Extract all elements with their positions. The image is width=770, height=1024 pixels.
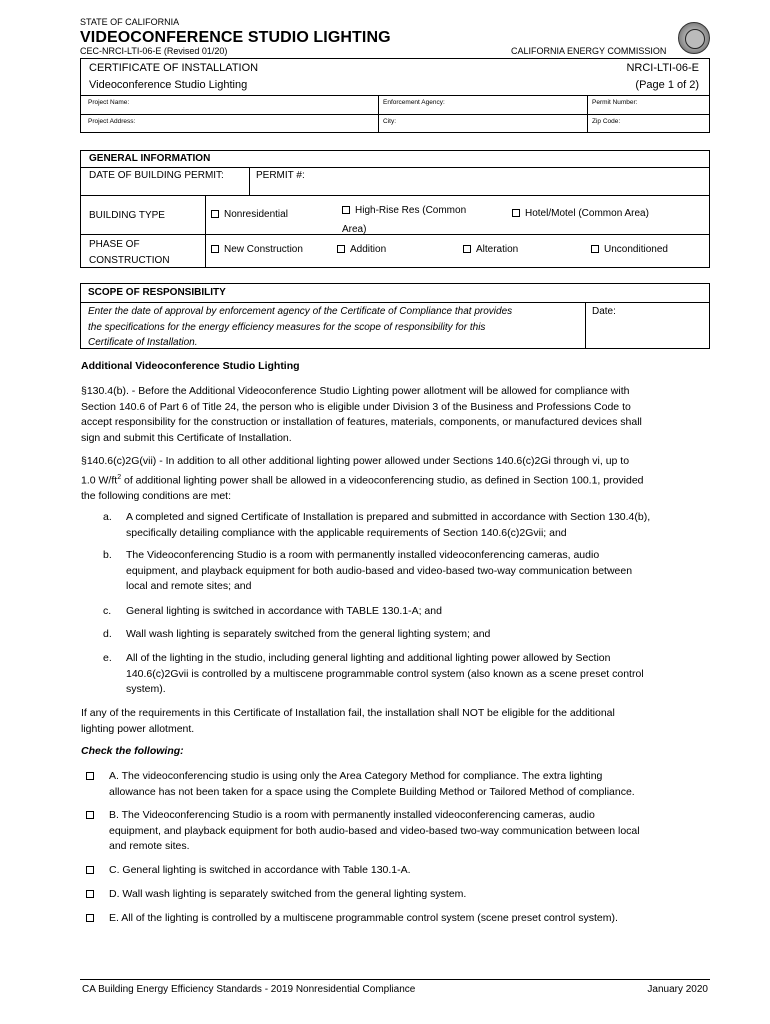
high-rise-label-2: Area): [342, 224, 367, 235]
nonresidential-label: Nonresidential: [224, 209, 288, 220]
date-of-permit-label: DATE OF BUILDING PERMIT:: [89, 170, 224, 181]
phase-addition[interactable]: [337, 244, 386, 255]
alteration-label: Alteration: [476, 244, 519, 255]
checkbox-icon[interactable]: [512, 209, 520, 217]
checkbox-icon[interactable]: [463, 245, 471, 253]
phase-alteration[interactable]: [463, 244, 518, 255]
checkbox-icon[interactable]: [86, 866, 94, 874]
building-type-nonresidential[interactable]: [211, 209, 288, 220]
checkbox-icon[interactable]: [86, 914, 94, 922]
checkbox-icon[interactable]: [211, 245, 219, 253]
checkbox-icon[interactable]: [86, 890, 94, 898]
footer-rule: [80, 979, 710, 980]
agency-name: CALIFORNIA ENERGY COMMISSION: [511, 46, 667, 56]
scope-heading: SCOPE OF RESPONSIBILITY: [88, 287, 226, 298]
phase-new-construction[interactable]: [211, 244, 303, 255]
scope-date-field[interactable]: Date:: [592, 306, 616, 317]
section-heading: Additional Videoconference Studio Lighting: [81, 360, 300, 372]
certificate-header-box: [80, 58, 710, 133]
phase-of-construction-label: PHASE OF CONSTRUCTION: [89, 239, 170, 266]
form-id: CEC-NRCI-LTI-06-E (Revised 01/20): [80, 46, 228, 56]
project-name-field[interactable]: Project Name:: [88, 99, 130, 106]
phase-unconditioned[interactable]: [591, 244, 668, 255]
checkbox-icon[interactable]: [86, 811, 94, 819]
footer-standards: CA Building Energy Efficiency Standards - 2019 Nonresidential Compliance: [82, 984, 416, 995]
scope-of-responsibility-box: [80, 283, 710, 349]
paragraph-140-6: §140.6(c)2G(vii) - In addition to all other additional lighting power allowed under Sections 140.6(c)2Gi through vi, up to 1.0 $W/ft^2$ of additional lighting power shall be allowed in a videoconferencing studio, as defined in Section 100.1, provided the following conditions are met:: [81, 455, 644, 502]
seal-icon: [678, 22, 710, 54]
checkbox-icon[interactable]: [86, 772, 94, 780]
new-construction-label: New Construction: [224, 244, 303, 255]
check-following-heading: Check the following:: [81, 745, 184, 757]
building-type-hotel[interactable]: [512, 208, 649, 219]
paragraph-fail-notice: If any of the requirements in this Certificate of Installation fail, the installation shall NOT be eligible for the additional lighting power allotment.: [81, 707, 615, 735]
project-address-field[interactable]: Project Address:: [88, 118, 136, 125]
general-information-box: [80, 150, 710, 268]
checkbox-icon[interactable]: [591, 245, 599, 253]
scope-instructions: Enter the date of approval by enforcement agency of the Certificate of Compliance that provides the specifications for the energy efficiency measures for the scope of responsibility for this Certificate of Installation.: [88, 306, 513, 348]
checkbox-icon[interactable]: [337, 245, 345, 253]
state-label: STATE OF CALIFORNIA: [80, 17, 180, 27]
checkbox-icon[interactable]: [211, 210, 219, 218]
enforcement-agency-field[interactable]: Enforcement Agency:: [383, 99, 445, 106]
footer-date: January 2020: [647, 984, 708, 995]
high-rise-label: High-Rise Res (Common: [355, 205, 467, 216]
general-information-heading: GENERAL INFORMATION: [89, 153, 211, 164]
checkbox-icon[interactable]: [342, 206, 350, 214]
permit-number-field[interactable]: Permit Number:: [592, 99, 638, 106]
permit-number-label[interactable]: PERMIT #:: [256, 170, 305, 181]
addition-label: Addition: [350, 244, 387, 255]
certificate-subtitle: Videoconference Studio Lighting: [89, 79, 248, 91]
certificate-code: NRCI-LTI-06-E: [626, 62, 699, 74]
unconditioned-label: Unconditioned: [604, 244, 668, 255]
hotel-label: Hotel/Motel (Common Area): [525, 208, 649, 219]
certificate-title: CERTIFICATE OF INSTALLATION: [89, 62, 259, 74]
building-type-label: BUILDING TYPE: [89, 210, 165, 221]
form-title: VIDEOCONFERENCE STUDIO LIGHTING: [80, 29, 391, 46]
page-number: (Page 1 of 2): [635, 79, 699, 91]
city-field[interactable]: City:: [383, 118, 396, 125]
paragraph-130-4b: §130.4(b). - Before the Additional Videoconference Studio Lighting power allotment will be allowed for compliance with Section 140.6 of Part 6 of Title 24, the person who is eligible under Division 3 of the Business and Professions Code to accept responsibility for the construction or installation of features, materials, components, or manufactured devices shall sign and submit this Certificate of Installation.: [81, 385, 642, 444]
zip-code-field[interactable]: Zip Code:: [592, 118, 621, 125]
